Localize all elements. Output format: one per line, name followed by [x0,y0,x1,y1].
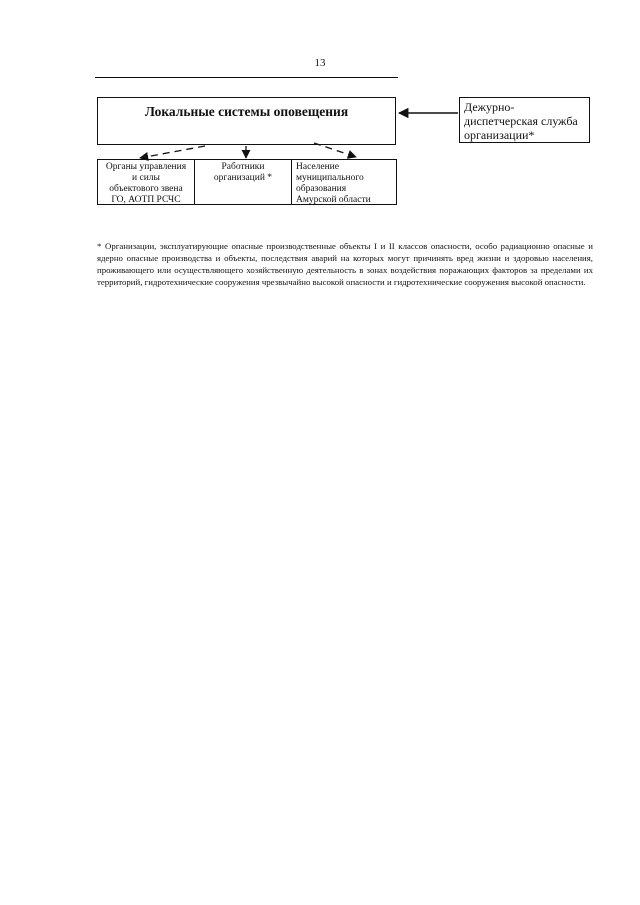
recipient-line: и силы [132,173,160,183]
recipient-line: Амурской области [296,195,371,205]
recipient-line: объектового звена [109,184,183,194]
arrow-to-management [140,146,205,158]
recipient-line: Население [296,162,339,172]
recipient-line: муниципального [296,173,364,183]
main-title: Локальные системы оповещения [144,104,349,119]
recipient-line: ГО, АОТП РСЧС [111,195,181,205]
duty-box-line: Дежурно- [464,100,515,114]
page-number: 13 [314,57,326,69]
duty-box-line: организации* [464,128,535,142]
recipient-line: Органы управления [105,162,187,172]
duty-box-line: диспетчерская служба [464,114,578,128]
recipient-line: организаций * [213,173,273,183]
footnote: * Организации, эксплуатирующие опасные производственные объекты I и II классов опасности, особо радиационно опасные и ядерно опасные производства и объекты, последствия аварий на которых могут причинять вред жизни и здоровью населения, проживающего или осуществляющего хозяйственную деятельность в зонах воздействия поражающих факторов за пределами их территорий, гидротехнические сооружения чрезвычайно высокой опасности и гидротехнические сооружения высокой опасности. [97,241,593,287]
recipient-line: образования [296,184,347,194]
arrow-to-population [314,143,356,157]
recipient-line: Работники [221,162,265,172]
